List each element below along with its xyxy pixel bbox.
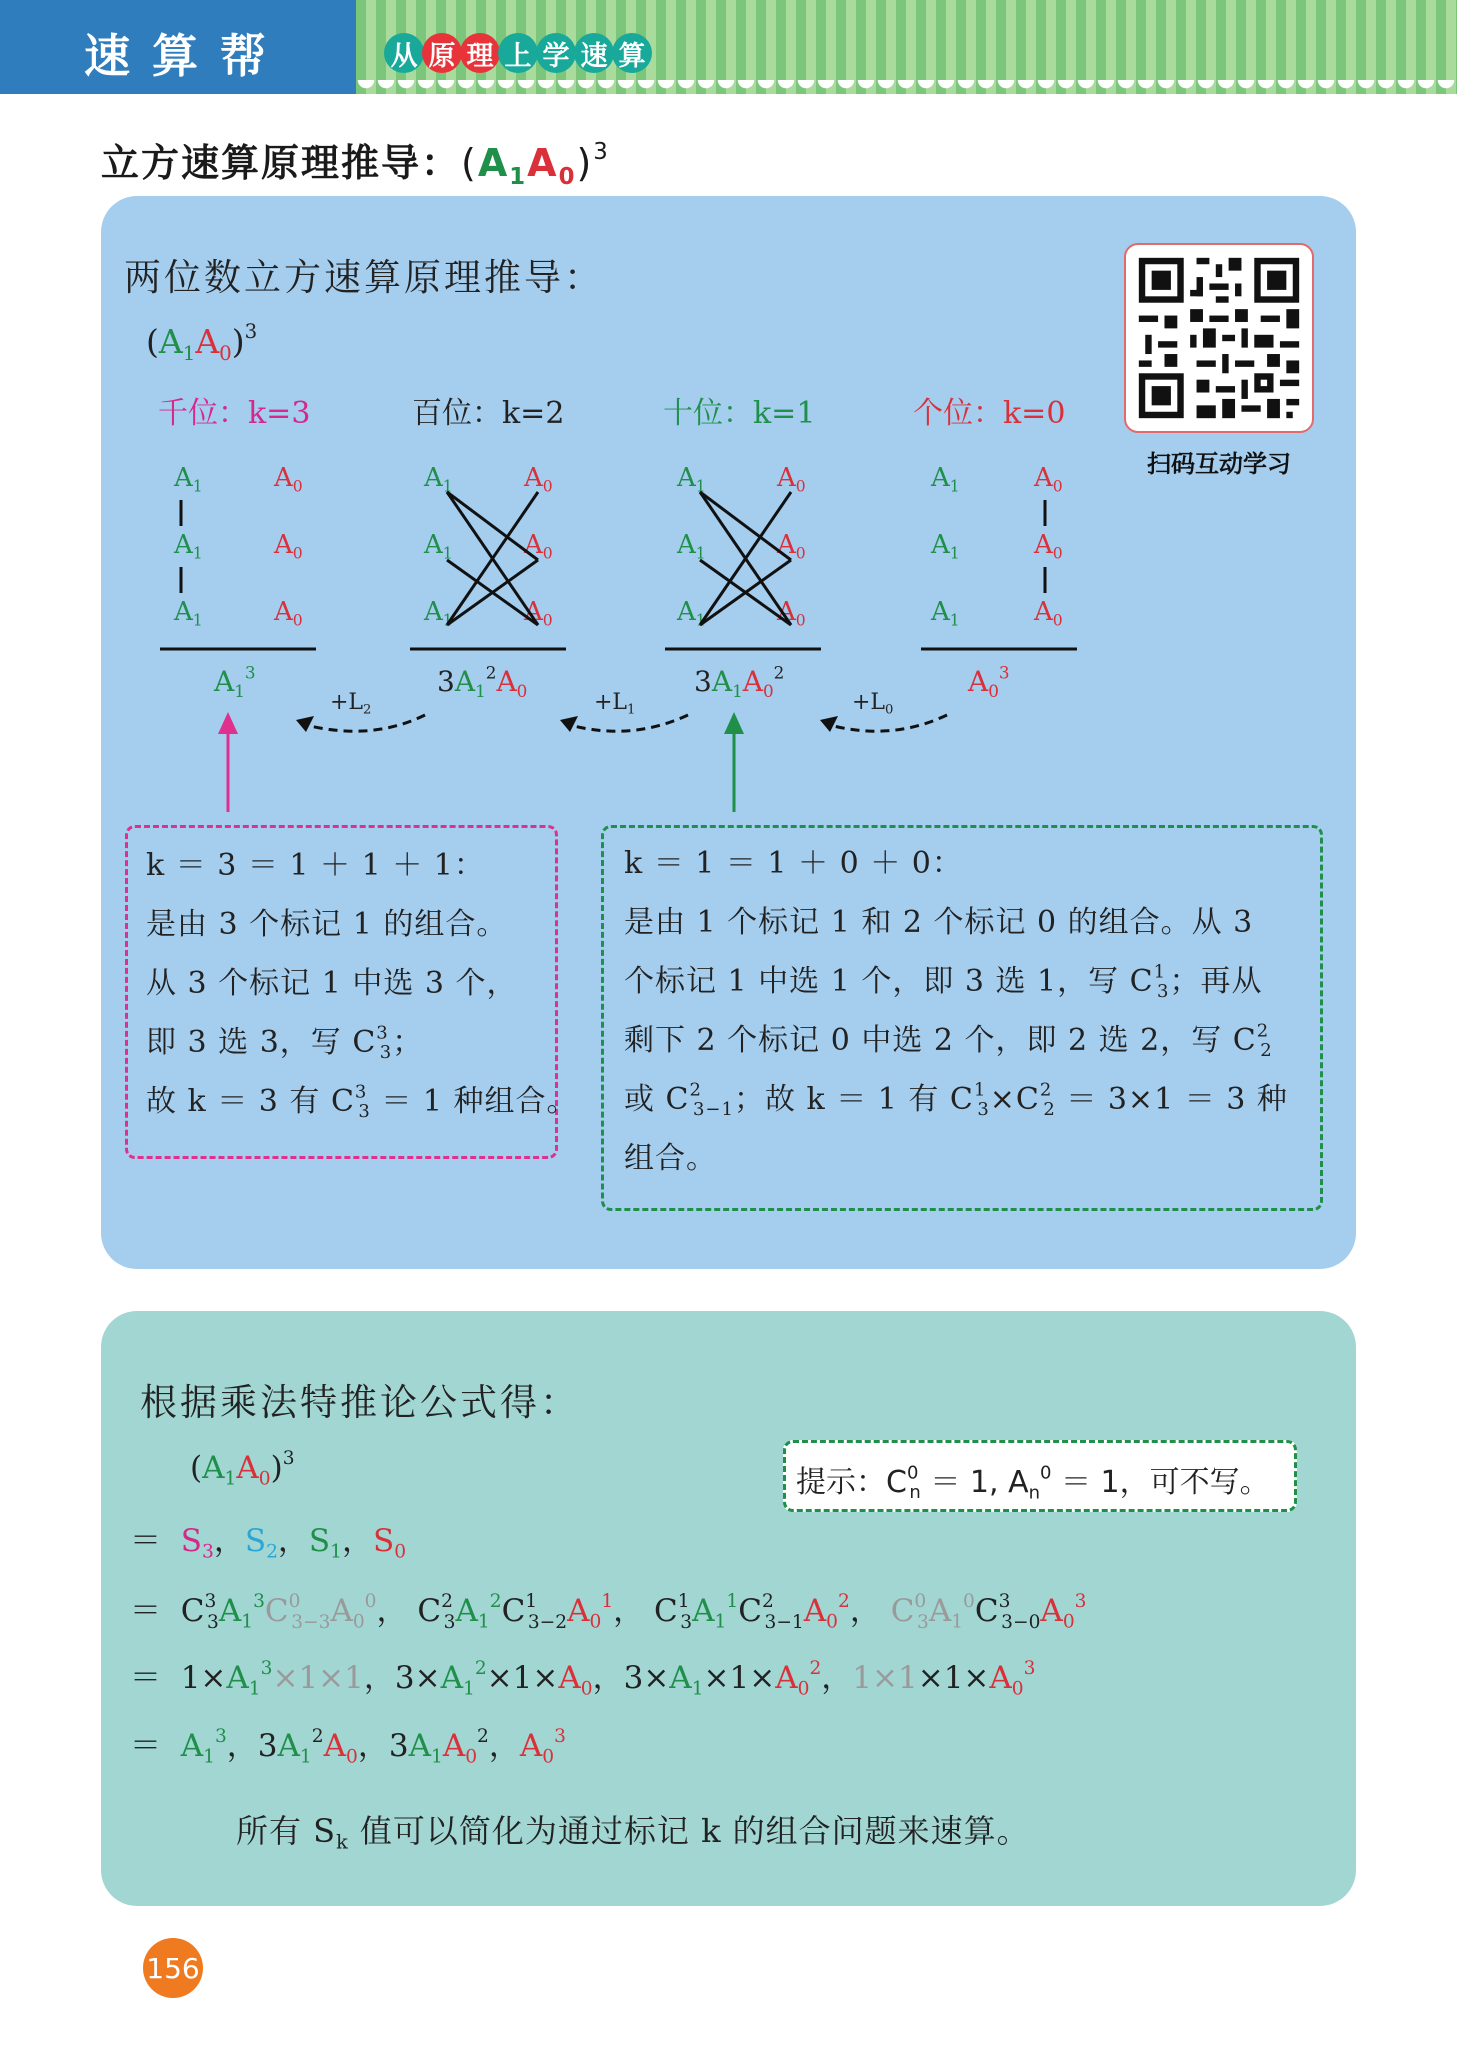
place-hundreds-label: 百位：k=2 bbox=[412, 396, 565, 431]
qr-code-pattern bbox=[1126, 245, 1312, 431]
digit-a1: $A_1$ bbox=[931, 463, 960, 496]
qr-code[interactable] bbox=[1124, 243, 1314, 433]
page-title: 立方速算原理推导：$(A_1A_0)^3$ bbox=[101, 138, 610, 190]
badge-char: 上 bbox=[498, 33, 538, 73]
digit-a1: $A_1$ bbox=[424, 597, 453, 630]
qr-caption: 扫码互动学习 bbox=[1147, 450, 1291, 478]
digit-a1: $A_1$ bbox=[677, 530, 706, 563]
place-tens-label: 十位：k=1 bbox=[663, 396, 816, 431]
digit-a1: $A_1$ bbox=[677, 597, 706, 630]
digit-a0: $A_0$ bbox=[1034, 463, 1063, 496]
digit-a0: $A_0$ bbox=[777, 530, 806, 563]
tens-explanation-text: k ＝ 1 ＝ 1 ＋ 0 ＋ 0： 是由 1 个标记 1 和 2 个标记 0 的组合。从 3 个标记 1 中选 1 个，即 3 选 1，写 $C^1_3$；再从 剩下 2 个标记 0 中选 2 个，即 2 选 2，写 $C^2_2$ 或 $C^2_{3-1}$；故 k ＝ 1 有 $C^1_3\times C^2_2 = 3\times 1 = 3$ 种 组合。 bbox=[624, 846, 1288, 1176]
digit-a0: $A_0$ bbox=[274, 463, 303, 496]
digit-a0: $A_0$ bbox=[274, 597, 303, 630]
formula-line-2: ＝ $C^3_3A_1^3C^0_{3-3}A_0^0$， $C^2_3A_1^2C^1_{3-2}A_0^1$， $C^1_3A_1^1C^2_{3-1}A_0^2$， $C^0_3A_1^0C^3_{3-0}A_0^3$ bbox=[130, 1591, 1087, 1633]
carry-label-l0: $+L_0$ bbox=[852, 690, 894, 718]
formula-line-0: $(A_1A_0)^3$ bbox=[190, 1448, 295, 1490]
place-thousands-label: 千位：k=3 bbox=[158, 396, 311, 431]
digit-a0: $A_0$ bbox=[274, 530, 303, 563]
badge-char: 速 bbox=[574, 33, 614, 73]
digit-a0: $A_0$ bbox=[524, 530, 553, 563]
digit-a0: $A_0$ bbox=[1034, 597, 1063, 630]
digit-a0: $A_0$ bbox=[1034, 530, 1063, 563]
digit-a1: $A_1$ bbox=[174, 597, 203, 630]
carry-label-l2: $+L_2$ bbox=[330, 690, 372, 718]
digit-a1: $A_1$ bbox=[931, 597, 960, 630]
badge-char: 从 bbox=[384, 33, 424, 73]
brand-title: 速算帮 bbox=[84, 29, 288, 83]
result-tens: $3A_1A_0^2$ bbox=[694, 662, 785, 701]
digit-a1: $A_1$ bbox=[931, 530, 960, 563]
formula-line-4: ＝ $A_1^3$，$3A_1^2A_0$，$3A_1A_0^2$，$A_0^3$ bbox=[130, 1726, 566, 1768]
digit-a0: $A_0$ bbox=[777, 597, 806, 630]
digit-a1: $A_1$ bbox=[677, 463, 706, 496]
digit-a0: $A_0$ bbox=[777, 463, 806, 496]
result-thousands: $A_1^3$ bbox=[214, 662, 256, 701]
cube-formula: $(A_1A_0)^3$ bbox=[146, 320, 258, 365]
digit-a1: $A_1$ bbox=[424, 530, 453, 563]
place-ones-label: 个位：k=0 bbox=[913, 396, 1066, 431]
digit-a1: $A_1$ bbox=[174, 463, 203, 496]
badge-char: 算 bbox=[612, 33, 652, 73]
result-ones: $A_0^3$ bbox=[968, 662, 1010, 701]
thousands-explanation-text: k ＝ 3 ＝ 1 ＋ 1 ＋ 1： 是由 3 个标记 1 的组合。 从 3 个标记 1 中选 3 个， 即 3 选 3，写 $C^3_3$； 故 k ＝ 3 有 $C^3_3 = 1$ 种组合。 bbox=[146, 848, 578, 1123]
formula-line-3: ＝ $1\times A_1^3\times 1\times 1$，$3\times A_1^2\times 1\times A_0$，$3\times A_1\times 1\times A_0^2$，$1\times 1\times 1\times A_0^3$ bbox=[130, 1658, 1036, 1700]
digit-a1: $A_1$ bbox=[424, 463, 453, 496]
derivation-heading: 两位数立方速算原理推导： bbox=[124, 256, 604, 299]
digit-a0: $A_0$ bbox=[524, 463, 553, 496]
page-number: 156 bbox=[143, 1938, 203, 1998]
carry-label-l1: $+L_1$ bbox=[594, 690, 636, 718]
result-hundreds: $3A_1^2A_0$ bbox=[437, 662, 528, 701]
digit-a1: $A_1$ bbox=[174, 530, 203, 563]
badge-char: 学 bbox=[536, 33, 576, 73]
formula-heading: 根据乘法特推论公式得： bbox=[140, 1381, 580, 1424]
badge-char: 原 bbox=[422, 33, 462, 73]
hint-text: 提示：$C^0_n = 1$, $A_n^0 = 1$，可不写。 bbox=[796, 1462, 1270, 1504]
digit-a0: $A_0$ bbox=[524, 597, 553, 630]
formula-line-1: ＝ $S_3$，$S_2$，$S_1$，$S_0$ bbox=[130, 1523, 407, 1563]
badge-char: 理 bbox=[460, 33, 500, 73]
summary-text: 所有 $S_k$ 值可以简化为通过标记 k 的组合问题来速算。 bbox=[236, 1812, 1030, 1854]
